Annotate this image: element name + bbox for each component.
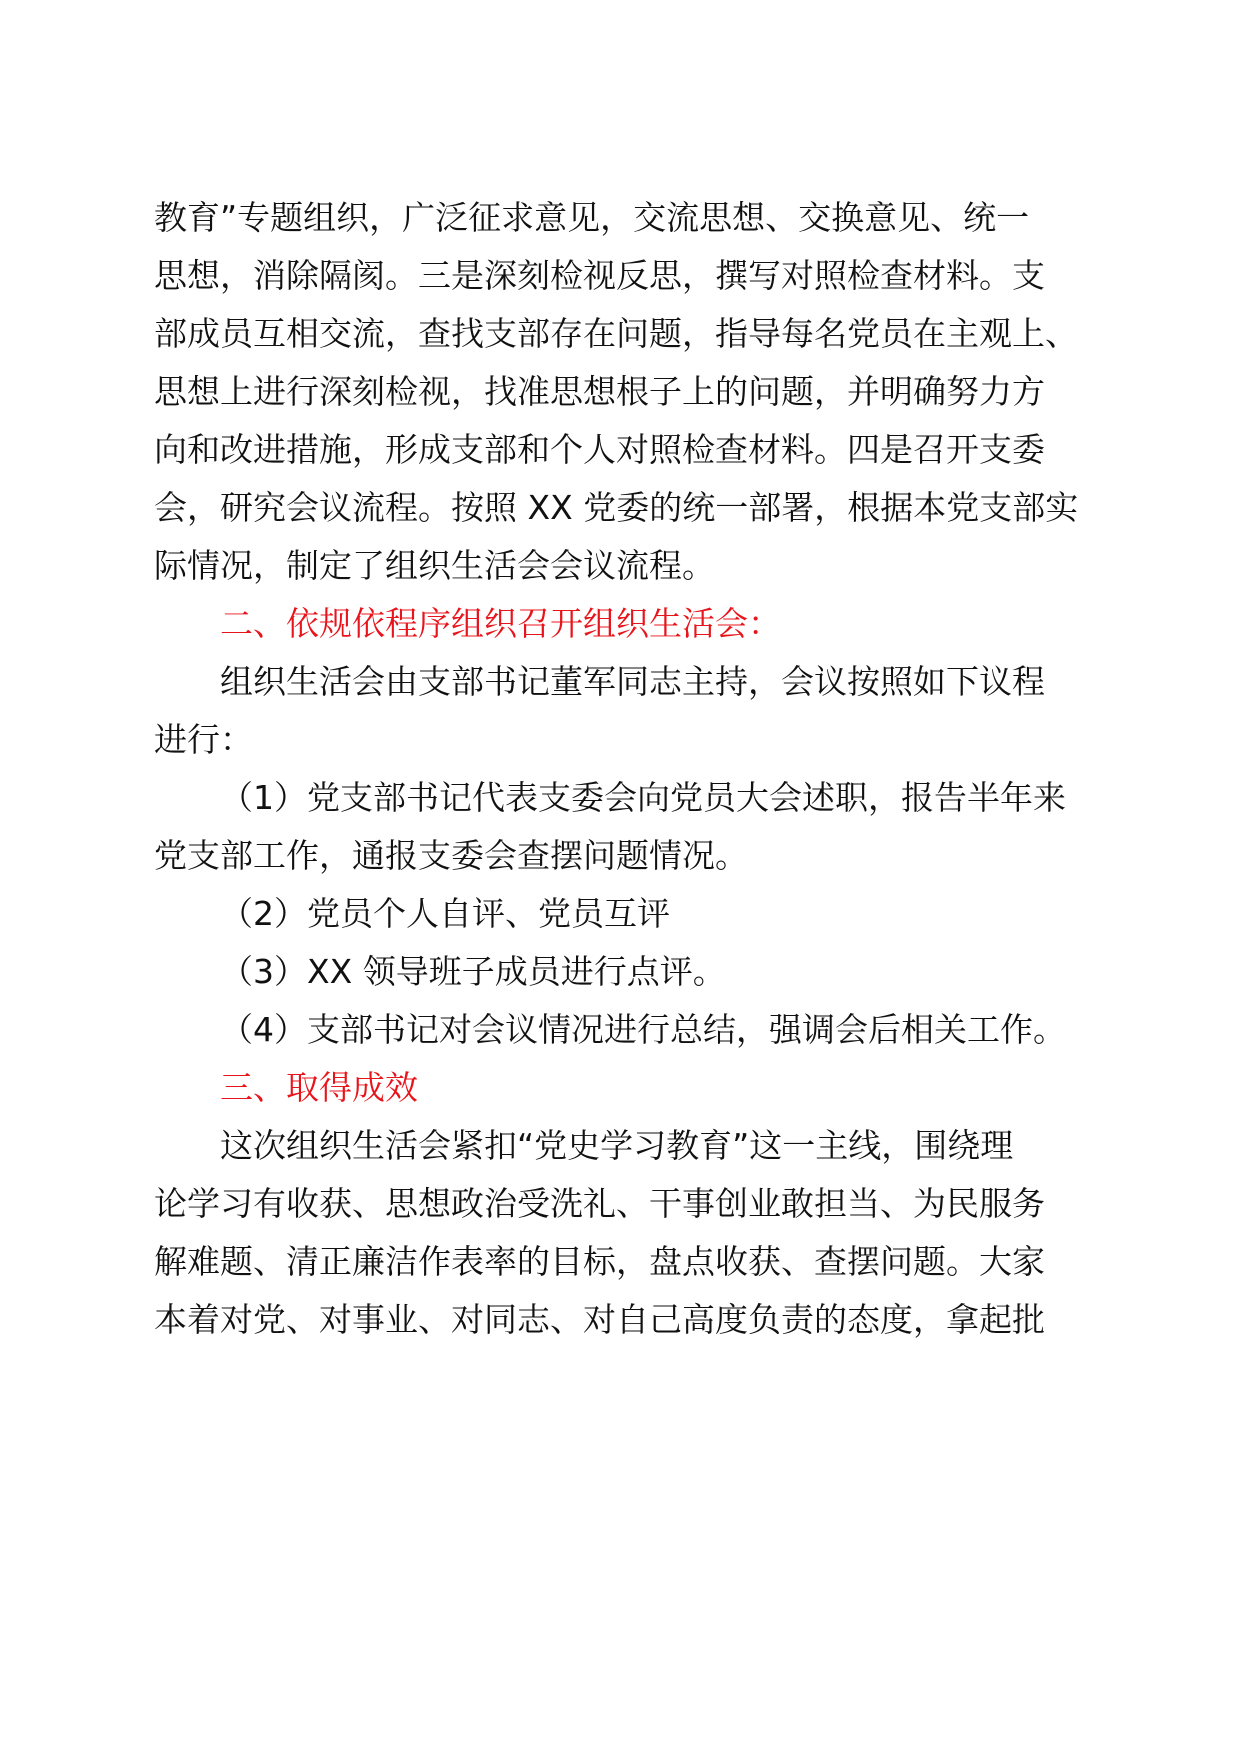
paragraph-line: 向和改进措施，形成支部和个人对照检查材料。四是召开支委 <box>154 430 1045 469</box>
paragraph-line: 组织生活会由支部书记董军同志主持，会议按照如下议程 <box>220 662 1045 701</box>
paragraph-line: 际情况，制定了组织生活会会议流程。 <box>154 546 715 585</box>
paragraph-line: 会，研究会议流程。按照 XX 党委的统一部署，根据本党支部实 <box>154 488 1079 527</box>
paragraph-line: 本着对党、对事业、对同志、对自己高度负责的态度，拿起批 <box>154 1300 1045 1339</box>
agenda-item-1-cont: 党支部工作，通报支委会查摆问题情况。 <box>154 836 748 875</box>
agenda-item-3: （3）XX 领导班子成员进行点评。 <box>220 952 726 991</box>
paragraph-line: 部成员互相交流，查找支部存在问题，指导每名党员在主观上、 <box>154 314 1078 353</box>
paragraph-line: 论学习有收获、思想政治受洗礼、干事创业敢担当、为民服务 <box>154 1184 1045 1223</box>
agenda-item-2: （2）党员个人自评、党员互评 <box>220 894 670 933</box>
paragraph-line: 进行： <box>154 720 253 759</box>
paragraph-line: 思想，消除隔阂。三是深刻检视反思，撰写对照检查材料。支 <box>154 256 1045 295</box>
section-heading-3: 三、取得成效 <box>220 1068 418 1107</box>
paragraph-line: 解难题、清正廉洁作表率的目标，盘点收获、查摆问题。大家 <box>154 1242 1045 1281</box>
paragraph-line: 思想上进行深刻检视，找准思想根子上的问题，并明确努力方 <box>154 372 1045 411</box>
agenda-item-1: （1）党支部书记代表支委会向党员大会述职，报告半年来 <box>220 778 1066 817</box>
section-heading-2: 二、依规依程序组织召开组织生活会： <box>220 604 781 643</box>
paragraph-line: 这次组织生活会紧扣“党史学习教育”这一主线，围绕理 <box>220 1126 1014 1165</box>
agenda-item-4: （4）支部书记对会议情况进行总结，强调会后相关工作。 <box>220 1010 1066 1049</box>
paragraph-line: 教育”专题组织，广泛征求意见，交流思想、交换意见、统一 <box>154 198 1030 237</box>
